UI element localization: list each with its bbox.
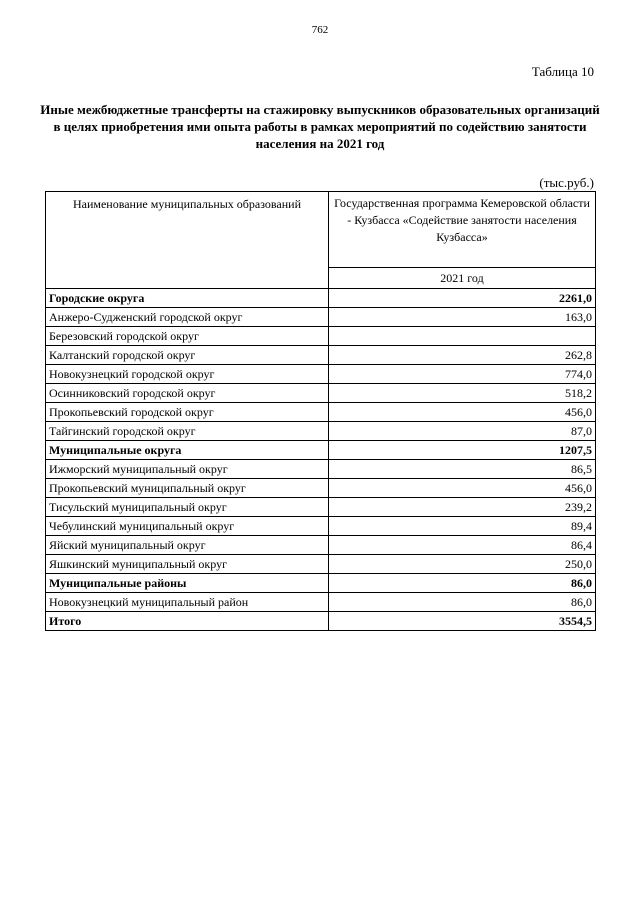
municipality-name-cell: Новокузнецкий городской округ xyxy=(46,365,329,384)
table-body xyxy=(46,289,596,631)
amount-cell: 239,2 xyxy=(329,498,596,517)
header-year: 2021 год xyxy=(329,268,596,289)
municipality-name-cell: Осинниковский городской округ xyxy=(46,384,329,403)
table-row xyxy=(46,536,596,555)
header-program: Государственная программа Кемеровской области - Кузбасса «Содействие занятости населения Кузбасса» xyxy=(329,192,596,268)
amount-cell: 1207,5 xyxy=(329,441,596,460)
amount-cell: 262,8 xyxy=(329,346,596,365)
municipality-name-cell: Калтанский городской округ xyxy=(46,346,329,365)
municipality-name-cell: Муниципальные районы xyxy=(46,574,329,593)
municipality-name-cell: Итого xyxy=(46,612,329,631)
municipality-name-cell: Яйский муниципальный округ xyxy=(46,536,329,555)
document-title: Иные межбюджетные трансферты на стажировку выпускников образовательных организаций в целях приобретения ими опыта работы в рамках мероприятий по содействию занятости населения на 2021 год xyxy=(40,102,600,151)
municipality-name-cell: Анжеро-Судженский городской округ xyxy=(46,308,329,327)
table-section-row xyxy=(46,289,596,308)
municipality-name-cell: Прокопьевский муниципальный округ xyxy=(46,479,329,498)
amount-cell: 250,0 xyxy=(329,555,596,574)
units-label: (тыс.руб.) xyxy=(539,175,594,190)
amount-cell: 456,0 xyxy=(329,479,596,498)
amount-cell: 518,2 xyxy=(329,384,596,403)
municipality-name-cell: Муниципальные округа xyxy=(46,441,329,460)
table-section-row xyxy=(46,574,596,593)
amount-cell: 86,5 xyxy=(329,460,596,479)
table-row xyxy=(46,593,596,612)
table-row xyxy=(46,479,596,498)
table-row xyxy=(46,365,596,384)
table-row xyxy=(46,403,596,422)
municipality-name-cell: Тайгинский городской округ xyxy=(46,422,329,441)
transfers-table xyxy=(45,191,596,631)
table-row xyxy=(46,517,596,536)
table-label: Таблица 10 xyxy=(531,64,594,79)
amount-cell: 87,0 xyxy=(329,422,596,441)
municipality-name-cell: Городские округа xyxy=(46,289,329,308)
table-row xyxy=(46,346,596,365)
table-row xyxy=(46,555,596,574)
municipality-name-cell: Новокузнецкий муниципальный район xyxy=(46,593,329,612)
amount-cell: 86,4 xyxy=(329,536,596,555)
table-section-row xyxy=(46,612,596,631)
amount-cell: 86,0 xyxy=(329,574,596,593)
table-row xyxy=(46,498,596,517)
amount-cell xyxy=(329,327,596,346)
amount-cell: 3554,5 xyxy=(329,612,596,631)
municipality-name-cell: Тисульский муниципальный округ xyxy=(46,498,329,517)
header-name-column: Наименование муниципальных образований xyxy=(46,192,329,289)
amount-cell: 86,0 xyxy=(329,593,596,612)
table-row xyxy=(46,460,596,479)
municipality-name-cell: Яшкинский муниципальный округ xyxy=(46,555,329,574)
table-row xyxy=(46,422,596,441)
table-row xyxy=(46,308,596,327)
amount-cell: 456,0 xyxy=(329,403,596,422)
page-number: 762 xyxy=(311,24,329,36)
municipality-name-cell: Чебулинский муниципальный округ xyxy=(46,517,329,536)
amount-cell: 163,0 xyxy=(329,308,596,327)
municipality-name-cell: Ижморский муниципальный округ xyxy=(46,460,329,479)
table-row xyxy=(46,384,596,403)
table-row xyxy=(46,327,596,346)
municipality-name-cell: Березовский городской округ xyxy=(46,327,329,346)
municipality-name-cell: Прокопьевский городской округ xyxy=(46,403,329,422)
amount-cell: 89,4 xyxy=(329,517,596,536)
table-section-row xyxy=(46,441,596,460)
amount-cell: 774,0 xyxy=(329,365,596,384)
amount-cell: 2261,0 xyxy=(329,289,596,308)
